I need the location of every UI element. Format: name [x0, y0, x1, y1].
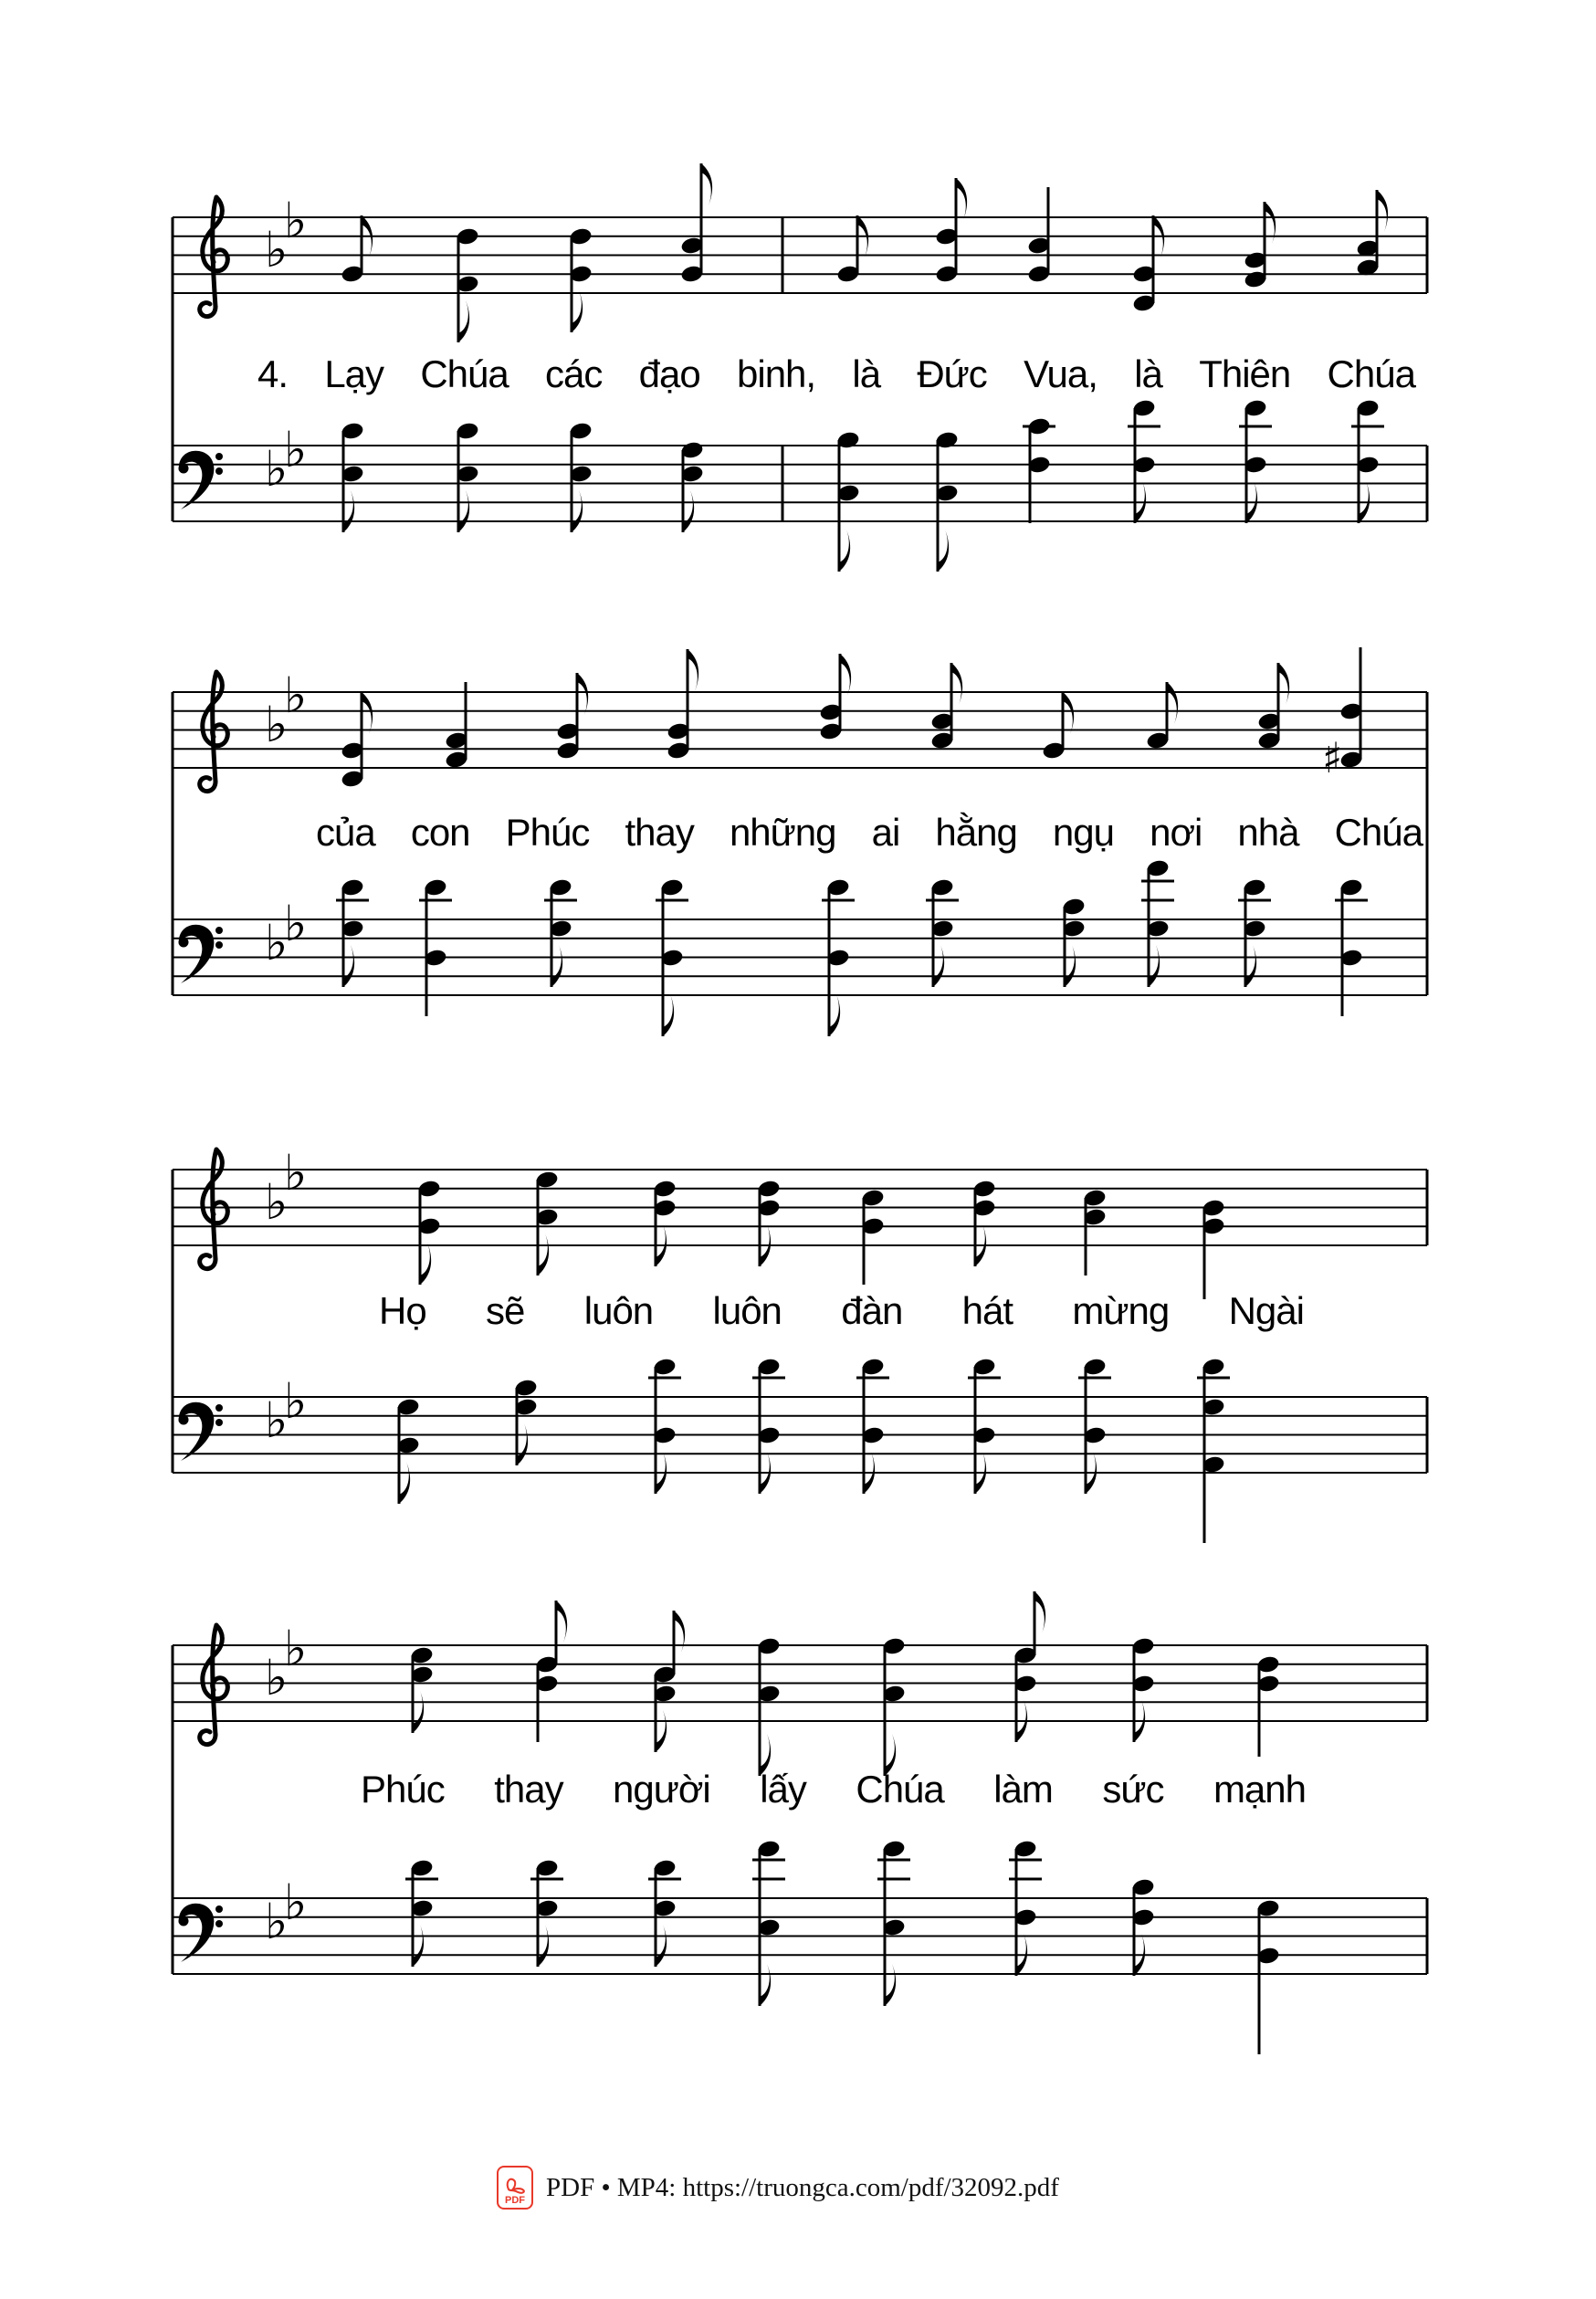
svg-text:♭: ♭ — [284, 192, 308, 249]
lyric-word: là — [1134, 352, 1162, 395]
lyric-word: nhà — [1237, 811, 1299, 854]
svg-text:♭: ♭ — [284, 1144, 308, 1202]
svg-text:♯: ♯ — [1322, 733, 1343, 782]
lyric-word: những — [729, 811, 836, 854]
lyric-word: Thiên — [1199, 352, 1291, 395]
svg-text:♭: ♭ — [265, 696, 289, 753]
svg-text:♭: ♭ — [284, 1372, 308, 1430]
lyric-word: của — [316, 811, 375, 854]
lyric-word: Chúa — [420, 352, 509, 395]
svg-text:♭: ♭ — [265, 1893, 289, 1950]
lyric-word: thay — [625, 811, 694, 854]
pdf-icon-label: PDF — [505, 2195, 525, 2206]
lyric-word: ai — [871, 811, 900, 854]
lyric-word: hằng — [935, 811, 1017, 854]
lyric-word: luôn — [712, 1289, 782, 1332]
lyric-word: Họ — [379, 1289, 426, 1332]
svg-text:♭: ♭ — [265, 914, 289, 971]
lyrics-line-2 — [316, 811, 1423, 855]
svg-text:♭: ♭ — [265, 1173, 289, 1231]
svg-text:♭: ♭ — [265, 440, 289, 498]
lyric-word: thay — [494, 1768, 563, 1811]
lyric-word: đạo — [638, 352, 700, 395]
svg-text:♭: ♭ — [284, 1874, 308, 1931]
svg-text:♭: ♭ — [265, 1391, 289, 1449]
lyric-word: Chúa — [1327, 352, 1415, 395]
lyrics-line-4 — [361, 1768, 1306, 1811]
lyric-word: luôn — [583, 1289, 654, 1332]
lyric-word: Vua, — [1024, 352, 1097, 395]
svg-text:♭: ♭ — [265, 1649, 289, 1706]
svg-text:♭: ♭ — [284, 895, 308, 952]
lyric-word: làm — [993, 1768, 1053, 1811]
lyric-word: Đức — [917, 352, 987, 395]
lyric-word: lấy — [760, 1768, 806, 1811]
lyric-word: 4. — [257, 352, 289, 395]
lyric-word: Chúa — [856, 1768, 944, 1811]
lyric-word: sức — [1102, 1768, 1164, 1811]
lyrics-line-3 — [379, 1289, 1304, 1333]
pdf-file-icon[interactable] — [497, 2166, 533, 2210]
lyric-word: mạnh — [1213, 1768, 1306, 1811]
lyric-word: binh, — [737, 352, 816, 395]
lyric-word: con — [410, 811, 470, 854]
lyric-word: đàn — [841, 1289, 903, 1332]
lyric-word: hát — [961, 1289, 1013, 1332]
svg-text:♭: ♭ — [284, 1620, 308, 1677]
lyric-word: Ngài — [1228, 1289, 1304, 1332]
lyric-word: Chúa — [1334, 811, 1423, 854]
lyric-word: Phúc — [505, 811, 590, 854]
lyrics-line-1 — [257, 352, 1415, 396]
lyric-word: mừng — [1072, 1289, 1170, 1332]
lyric-word: Lạy — [324, 352, 384, 395]
footer-link-text[interactable]: PDF • MP4: https://truongca.com/pdf/32092.pdf — [546, 2172, 1059, 2202]
lyric-word: sẽ — [486, 1289, 525, 1332]
svg-text:♭: ♭ — [265, 221, 289, 278]
svg-text:♭: ♭ — [284, 667, 308, 724]
lyric-word: là — [852, 352, 881, 395]
lyric-word: các — [545, 352, 603, 395]
footer — [497, 2166, 1059, 2210]
svg-text:♭: ♭ — [284, 421, 308, 478]
lyric-word: Phúc — [361, 1768, 445, 1811]
lyric-word: người — [613, 1768, 710, 1811]
lyric-word: nơi — [1150, 811, 1202, 854]
lyric-word: ngụ — [1052, 811, 1114, 854]
